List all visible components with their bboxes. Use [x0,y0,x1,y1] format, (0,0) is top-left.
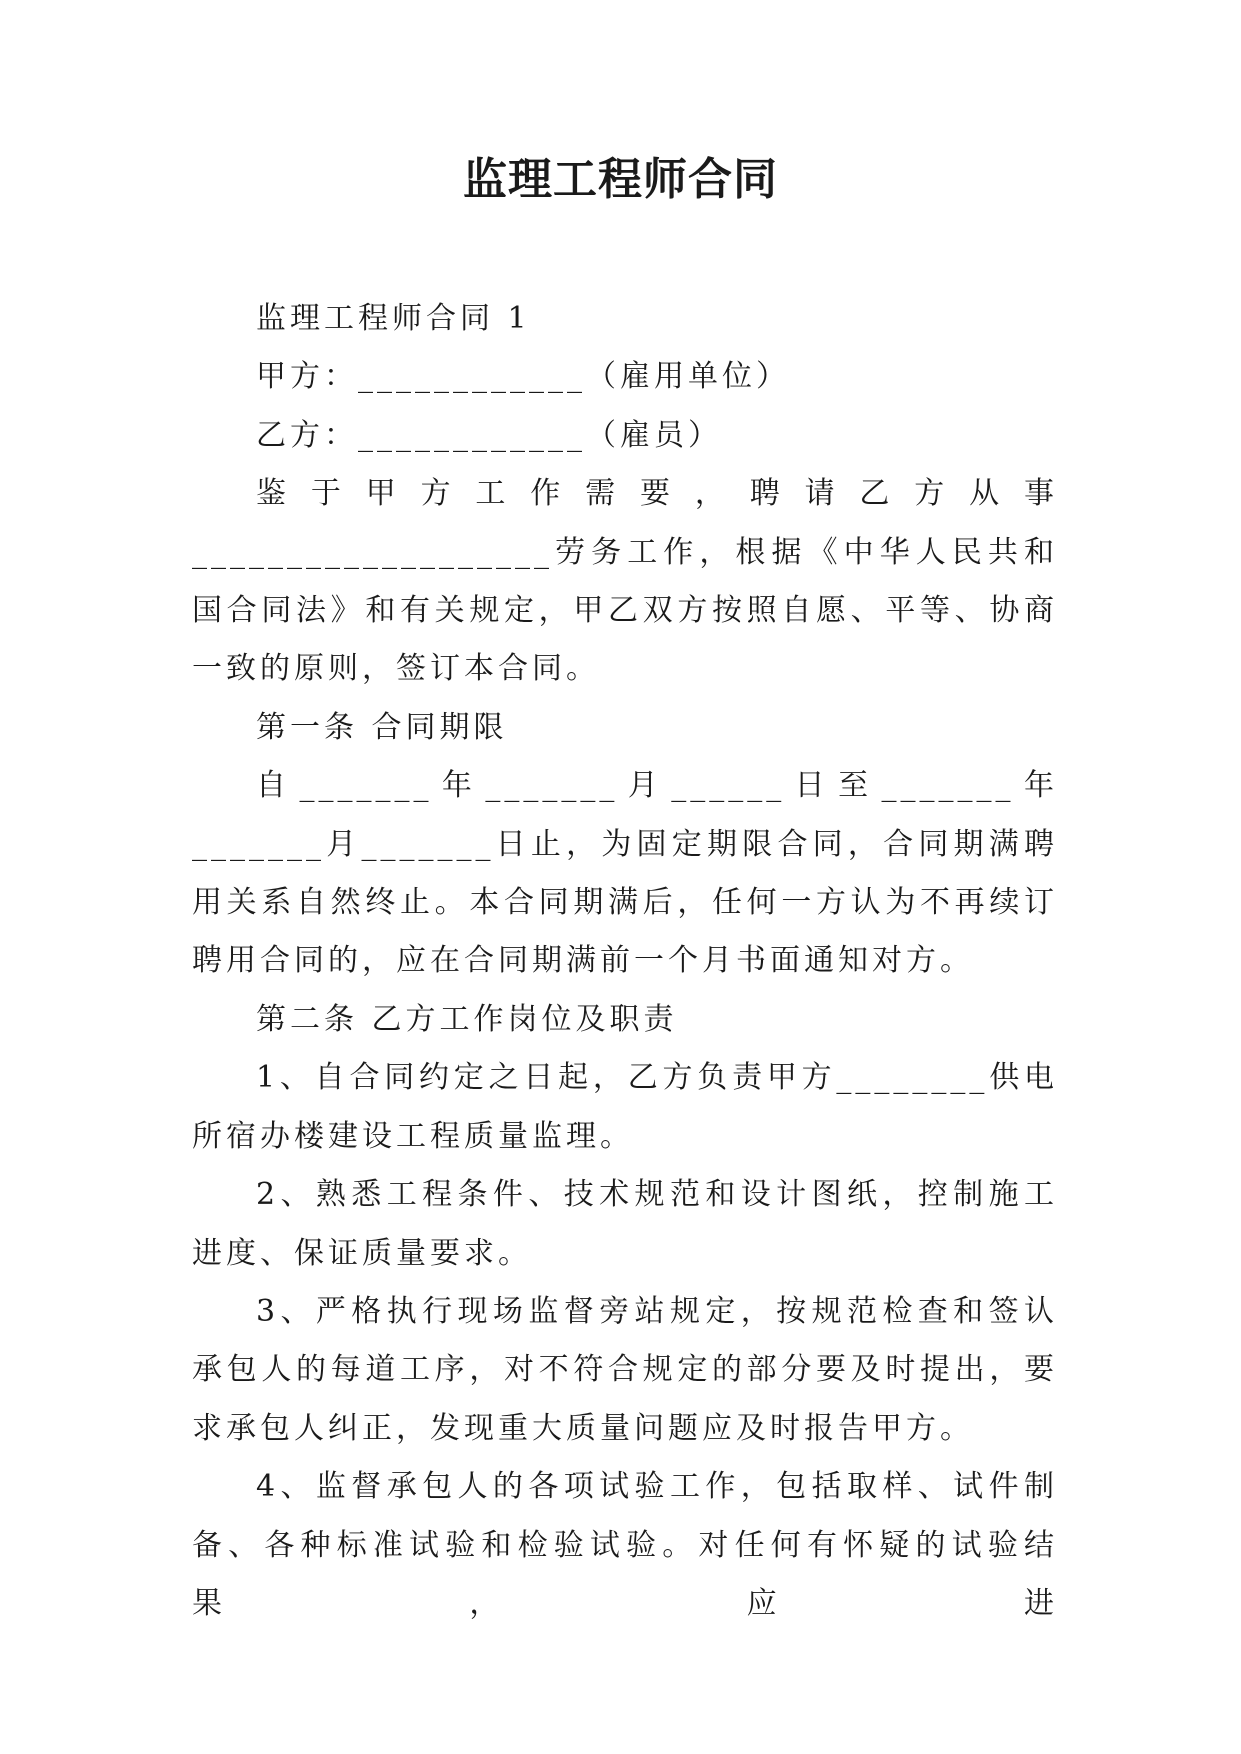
party-a-line: 甲方：____________（雇用单位） [256,359,790,395]
duty-item-2: 2、熟悉工程条件、技术规范和设计图纸，控制施工进度、保证质量要求。 [192,1177,1058,1271]
document-title: 监理工程师合同 [463,154,778,205]
duty-item-1: 1、自合同约定之日起，乙方负责甲方________供电所宿办楼建设工程质量监理。 [192,1060,1058,1154]
article-1-paragraph: 自_______年_______月______日至_______年_______月_______日止，为固定期限合同，合同期满聘用关系自然终止。本合同期满后，任何一方认为不再续订聘用合同的，应在合同期满前一个月书面通知对方。 [192,768,1058,979]
party-b-line: 乙方：____________（雇员） [256,417,722,453]
document-body [192,290,1058,1633]
article-1-heading: 第一条 合同期限 [256,709,508,745]
article-2-heading: 第二条 乙方工作岗位及职责 [256,1001,678,1037]
duty-item-3: 3、严格执行现场监督旁站规定，按规范检查和签认承包人的每道工序，对不符合规定的部分要及时提出，要求承包人纠正，发现重大质量问题应及时报告甲方。 [192,1293,1058,1446]
duty-item-4: 4、监督承包人的各项试验工作，包括取样、试件制备、各种标准试验和检验试验。对任何有怀疑的试验结果，应进 [192,1469,1058,1621]
contract-subtitle: 监理工程师合同 1 [256,301,531,336]
preamble-paragraph: 鉴于甲方工作需要，聘请乙方从事___________________劳务工作，根据《中华人民共和国合同法》和有关规定，甲乙双方按照自愿、平等、协商一致的原则，签订本合同。 [192,476,1058,687]
